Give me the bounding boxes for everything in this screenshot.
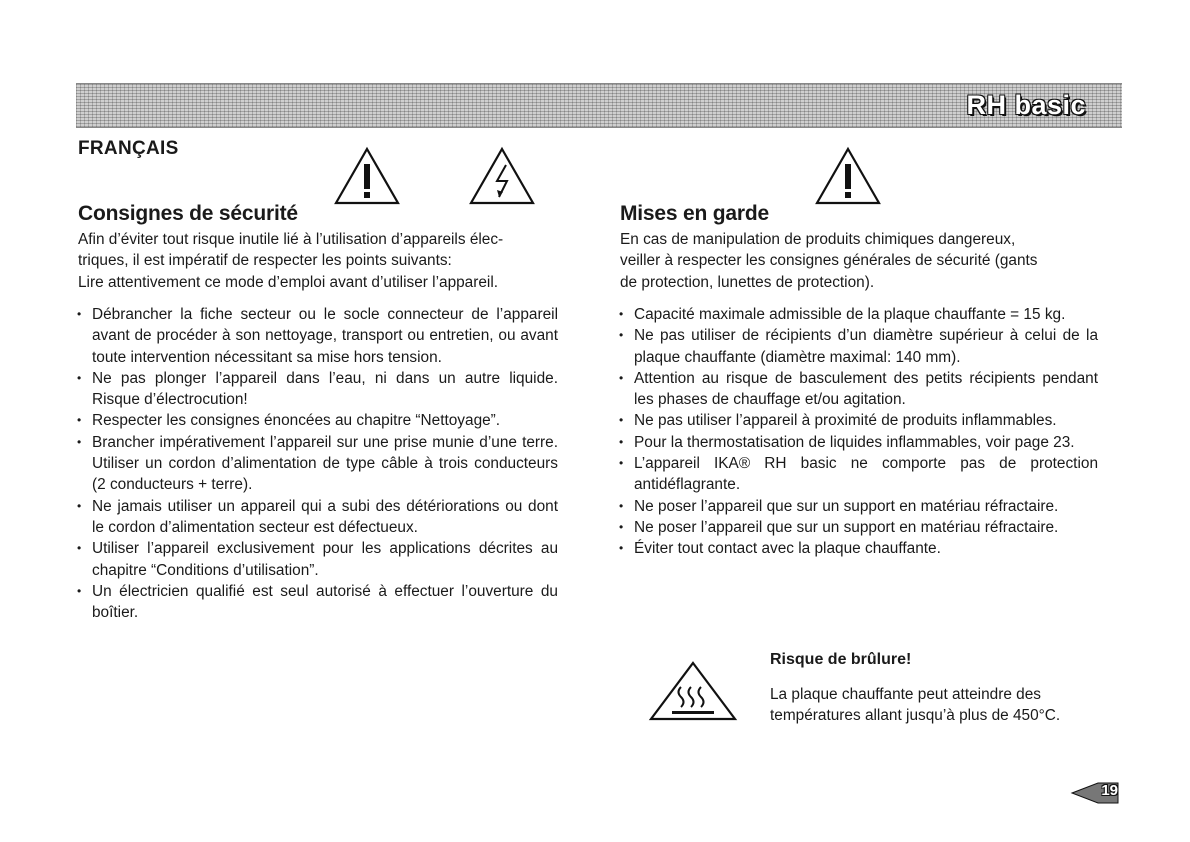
warnings-heading: Mises en garde — [620, 202, 769, 225]
header-banner — [76, 83, 1122, 128]
warning-exclamation-icon — [814, 146, 882, 206]
hot-surface-icon — [648, 660, 738, 722]
list-item: • Pour la thermostatisation de liquides inflammables, voir page 23. — [616, 432, 1098, 453]
safety-heading: Consignes de sécurité — [78, 202, 298, 225]
list-item: • Ne poser l’appareil que sur un support en matériau réfractaire. — [616, 517, 1098, 538]
page-number — [1070, 782, 1120, 804]
list-item: • Capacité maximale admissible de la plaque chauffante = 15 kg. — [616, 304, 1098, 325]
warning-exclamation-icon — [333, 146, 401, 206]
list-item: • Ne pas utiliser de récipients d’un diamètre supérieur à celui de la plaque chauffante (diamètre maximal: 140 mm). — [616, 325, 1098, 368]
burn-line: La plaque chauffante peut atteindre des — [770, 686, 1041, 703]
list-item: • Ne poser l’appareil que sur un support en matériau réfractaire. — [616, 496, 1098, 517]
intro-line: Afin d’éviter tout risque inutile lié à l’utilisation d’appareils élec- — [78, 231, 504, 248]
list-item: • Respecter les consignes énoncées au chapitre “Nettoyage”. — [74, 410, 558, 431]
language-label: FRANÇAIS — [78, 138, 179, 159]
list-item: • Ne jamais utiliser un appareil qui a subi des détériorations ou dont le cordon d’alimentation secteur est défectueux. — [74, 496, 558, 539]
list-item: • Débrancher la fiche secteur ou le socle connecteur de l’appareil avant de procéder à son nettoyage, transport ou entretien, ou avant toute intervention nécessitant sa mise hors tension. — [74, 304, 558, 368]
page-number-label: 19 — [1101, 782, 1118, 799]
list-item: • L’appareil IKA® RH basic ne comporte pas de protection antidéflagrante. — [616, 453, 1098, 496]
list-item: • Ne pas utiliser l’appareil à proximité de produits inflammables. — [616, 410, 1098, 431]
intro-line: de protection, lunettes de protection). — [620, 273, 875, 291]
warnings-list — [616, 304, 1098, 560]
list-item: • Utiliser l’appareil exclusivement pour les applications décrites au chapitre “Conditions d’utilisation”. — [74, 538, 558, 581]
intro-line: Lire attentivement ce mode d’emploi avant d’utiliser l’appareil. — [78, 273, 499, 291]
burn-warning-text — [770, 684, 1098, 727]
list-item: • Éviter tout contact avec la plaque chauffante. — [616, 538, 1098, 559]
intro-line: triques, il est impératif de respecter les points suivants: — [78, 252, 452, 270]
list-item: • Un électricien qualifié est seul autorisé à effectuer l’ouverture du boîtier. — [74, 581, 558, 624]
list-item: • Attention au risque de basculement des petits récipients pendant les phases de chauffage et/ou agitation. — [616, 368, 1098, 411]
electrical-hazard-icon — [468, 146, 536, 206]
intro-line: En cas de manipulation de produits chimiques dangereux, — [620, 231, 1016, 248]
burn-line: températures allant jusqu’à plus de 450°C. — [770, 707, 1061, 725]
safety-intro — [78, 229, 558, 293]
list-item: • Brancher impérativement l’appareil sur une prise munie d’une terre. Utiliser un cordon d’alimentation de type câble à trois conducteurs (2 conducteurs + terre). — [74, 432, 558, 496]
product-title: RH basic — [966, 90, 1086, 120]
list-item: • Ne pas plonger l’appareil dans l’eau, ni dans un autre liquide. Risque d’électrocution! — [74, 368, 558, 411]
safety-list — [74, 304, 558, 623]
intro-line: veiller à respecter les consignes générales de sécurité (gants — [620, 252, 1038, 270]
warnings-intro — [620, 229, 1098, 293]
burn-warning-title: Risque de brûlure! — [770, 651, 912, 668]
